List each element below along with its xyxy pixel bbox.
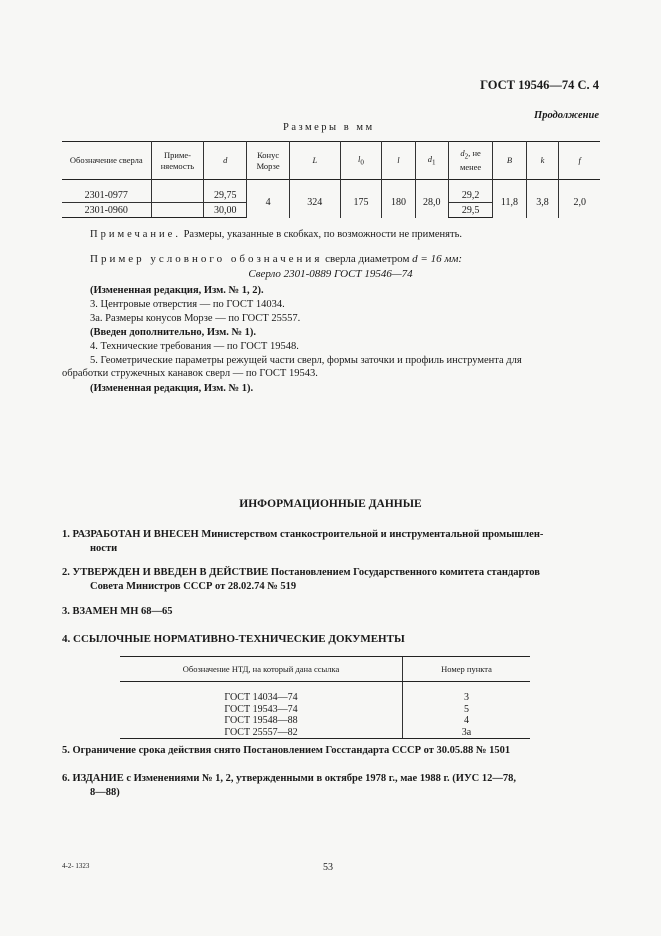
cell-f: 2,0 xyxy=(559,188,600,218)
print-code: 4-2- 1323 xyxy=(62,862,90,870)
col-d1: $d_1$ xyxy=(415,142,448,180)
info-item-1: 1. РАЗРАБОТАН И ВНЕСЕН Министерством станкостроительной и инструментальной промышлен- ности xyxy=(62,529,544,554)
col-applicability: Приме-няемость xyxy=(151,142,204,180)
cell-d2: 29,5 xyxy=(448,203,492,218)
info-item-5: 5. Ограничение срока действия снято Постановлением Госстандарта СССР от 30.05.88 № 1501 xyxy=(62,745,511,756)
paragraph-5: 5. Геометрические параметры режущей части сверл, формы заточки и профиль инструмента для xyxy=(90,355,522,366)
paragraph-3: 3. Центровые отверстия — по ГОСТ 14034. xyxy=(90,299,285,310)
cell-morse: 4 xyxy=(247,188,290,218)
cell-L: 324 xyxy=(290,188,341,218)
cell-d: 30,00 xyxy=(204,203,247,218)
col-d: d xyxy=(204,142,247,180)
info-title: ИНФОРМАЦИОННЫЕ ДАННЫЕ xyxy=(239,498,422,510)
info-item-6: 6. ИЗДАНИЕ с Изменениями № 1, 2, утвержденными в октябре 1978 г., мае 1988 г. (ИУС 12—78, 8—88) xyxy=(62,773,516,798)
col-morse: Конус Морзе xyxy=(247,142,290,180)
info-item-4: 4. ССЫЛОЧНЫЕ НОРМАТИВНО-ТЕХНИЧЕСКИЕ ДОКУМЕНТЫ xyxy=(62,633,405,645)
continuation-label: Продолжение xyxy=(534,110,599,121)
cell-doc: ГОСТ 25557—82 xyxy=(120,727,403,739)
col-B: B xyxy=(493,142,526,180)
example-designation: Сверло 2301-0889 ГОСТ 19546—74 xyxy=(248,268,413,280)
note-paragraph: Примечание. Размеры, указанные в скобках, по возможности не применять. xyxy=(90,229,462,240)
reference-docs-table xyxy=(120,656,530,739)
cell-doc: ГОСТ 19543—74 xyxy=(224,703,298,715)
paragraph-3a: 3а. Размеры конусов Морзе — по ГОСТ 25557. xyxy=(90,313,301,324)
col-L: L xyxy=(290,142,341,180)
cell-item: 5 xyxy=(403,704,531,716)
example-paragraph: Пример условного обозначения сверла диаметром d = 16 мм: xyxy=(90,253,463,265)
col-d2: $d_2$, не менее xyxy=(448,142,492,180)
cell-l0: 175 xyxy=(340,188,382,218)
info-item-3: 3. ВЗАМЕН МН 68—65 xyxy=(62,606,173,617)
dimensions-table xyxy=(62,141,600,218)
cell-doc: ГОСТ 19548—88 xyxy=(224,715,298,726)
cell-d: 29,75 xyxy=(204,188,247,203)
paragraph-4: 4. Технические требования — по ГОСТ 19548. xyxy=(90,341,299,352)
cell-item: 4 xyxy=(403,715,531,727)
table-row xyxy=(120,727,530,739)
cell-l: 180 xyxy=(382,188,415,218)
col-k: k xyxy=(526,142,559,180)
page-number: 53 xyxy=(323,862,333,873)
cell-item: 3а xyxy=(403,727,531,739)
amendment-note: (Введен дополнительно, Изм. № 1). xyxy=(90,327,257,338)
sizes-caption: Размеры в мм xyxy=(283,122,375,133)
amendment-note: (Измененная редакция, Изм. № 1, 2). xyxy=(90,285,264,296)
col-item-number: Номер пункта xyxy=(403,657,531,682)
cell-item: 3 xyxy=(403,692,531,704)
amendment-note: (Измененная редакция, Изм. № 1). xyxy=(90,383,254,394)
col-l0: $l_0$ xyxy=(340,142,382,180)
cell-doc: ГОСТ 14034—74 xyxy=(224,692,298,703)
document-header: ГОСТ 19546—74 С. 4 xyxy=(480,78,599,92)
col-ntd-designation: Обозначение НТД, на который дана ссылка xyxy=(120,657,403,682)
table-row xyxy=(120,692,530,704)
cell-d2: 29,2 xyxy=(448,188,492,203)
cell-designation: 2301-0977 xyxy=(62,188,151,203)
table-row xyxy=(62,188,600,203)
col-designation: Обозначение сверла xyxy=(69,155,143,166)
col-l: l xyxy=(382,142,415,180)
cell-k: 3,8 xyxy=(526,188,559,218)
info-item-2: 2. УТВЕРЖДЕН И ВВЕДЕН В ДЕЙСТВИЕ Постановлением Государственного комитета стандартов Совета Министров СССР от 28.02.74 № 519 xyxy=(62,567,540,592)
cell-designation: 2301-0960 xyxy=(62,203,151,218)
cell-d1: 28,0 xyxy=(415,188,448,218)
cell-B: 11,8 xyxy=(493,188,526,218)
col-f: f xyxy=(559,142,600,180)
table-row xyxy=(120,704,530,716)
paragraph-5-cont: обработки стружечных канавок сверл — по ГОСТ 19543. xyxy=(62,368,318,379)
table-row xyxy=(120,715,530,727)
